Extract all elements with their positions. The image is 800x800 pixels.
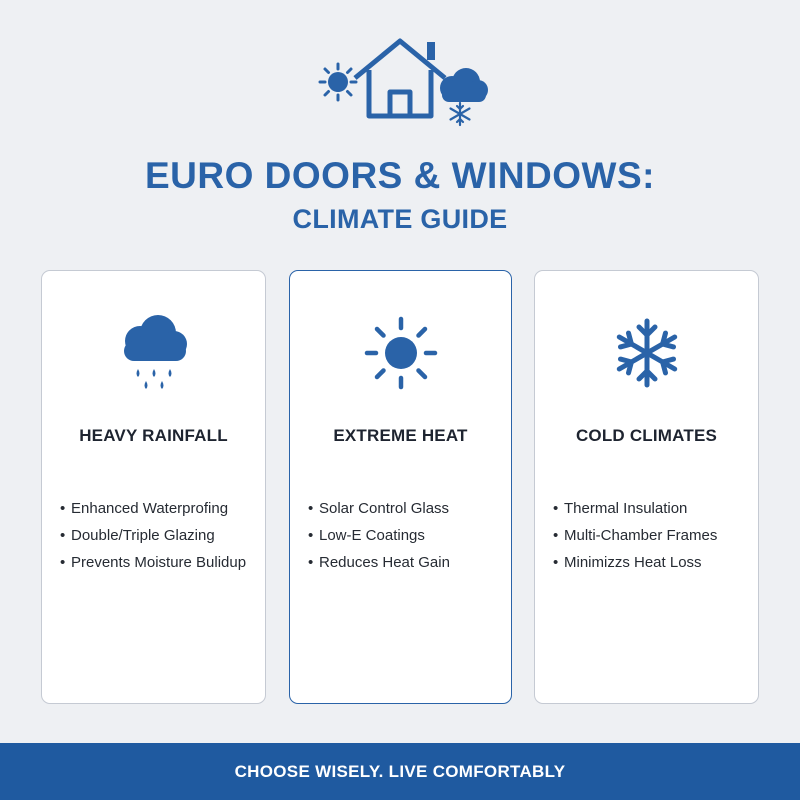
card-cold-climates	[534, 270, 759, 704]
list-item: • Solar Control Glass	[308, 495, 511, 522]
page-title: EURO DOORS & WINDOWS:	[145, 155, 655, 196]
sun-icon	[290, 311, 511, 395]
logo-snowflake-icon	[451, 103, 470, 125]
list-item: • Reduces Heat Gain	[308, 549, 511, 576]
rain-cloud-icon	[42, 311, 265, 395]
card-title: COLD CLIMATES	[575, 426, 718, 445]
card-extreme-heat	[289, 270, 512, 704]
page-subtitle: CLIMATE GUIDE	[292, 204, 508, 234]
snowflake-icon	[535, 311, 758, 395]
footer-banner	[0, 743, 800, 800]
list-item: • Thermal Insulation	[553, 495, 758, 522]
list-item: • Double/Triple Glazing	[60, 522, 265, 549]
card-heavy-rainfall	[41, 270, 266, 704]
feature-list	[535, 495, 758, 576]
footer-tagline: CHOOSE WISELY. LIVE COMFORTABLY	[234, 761, 566, 781]
card-title: HEAVY RAINFALL	[79, 426, 228, 445]
feature-list	[290, 495, 511, 576]
list-item: • Multi-Chamber Frames	[553, 522, 758, 549]
house-weather-icon	[312, 34, 488, 130]
list-item: • Prevents Moisture Bulidup	[60, 549, 265, 576]
feature-list	[42, 495, 265, 576]
list-item: • Minimizzs Heat Loss	[553, 549, 758, 576]
logo-sun-icon	[320, 64, 356, 100]
list-item: • Low-E Coatings	[308, 522, 511, 549]
card-title: EXTREME HEAT	[333, 426, 468, 445]
logo-cloud-icon	[440, 68, 488, 102]
logo-house-icon	[355, 41, 445, 116]
list-item: • Enhanced Waterprofing	[60, 495, 265, 522]
